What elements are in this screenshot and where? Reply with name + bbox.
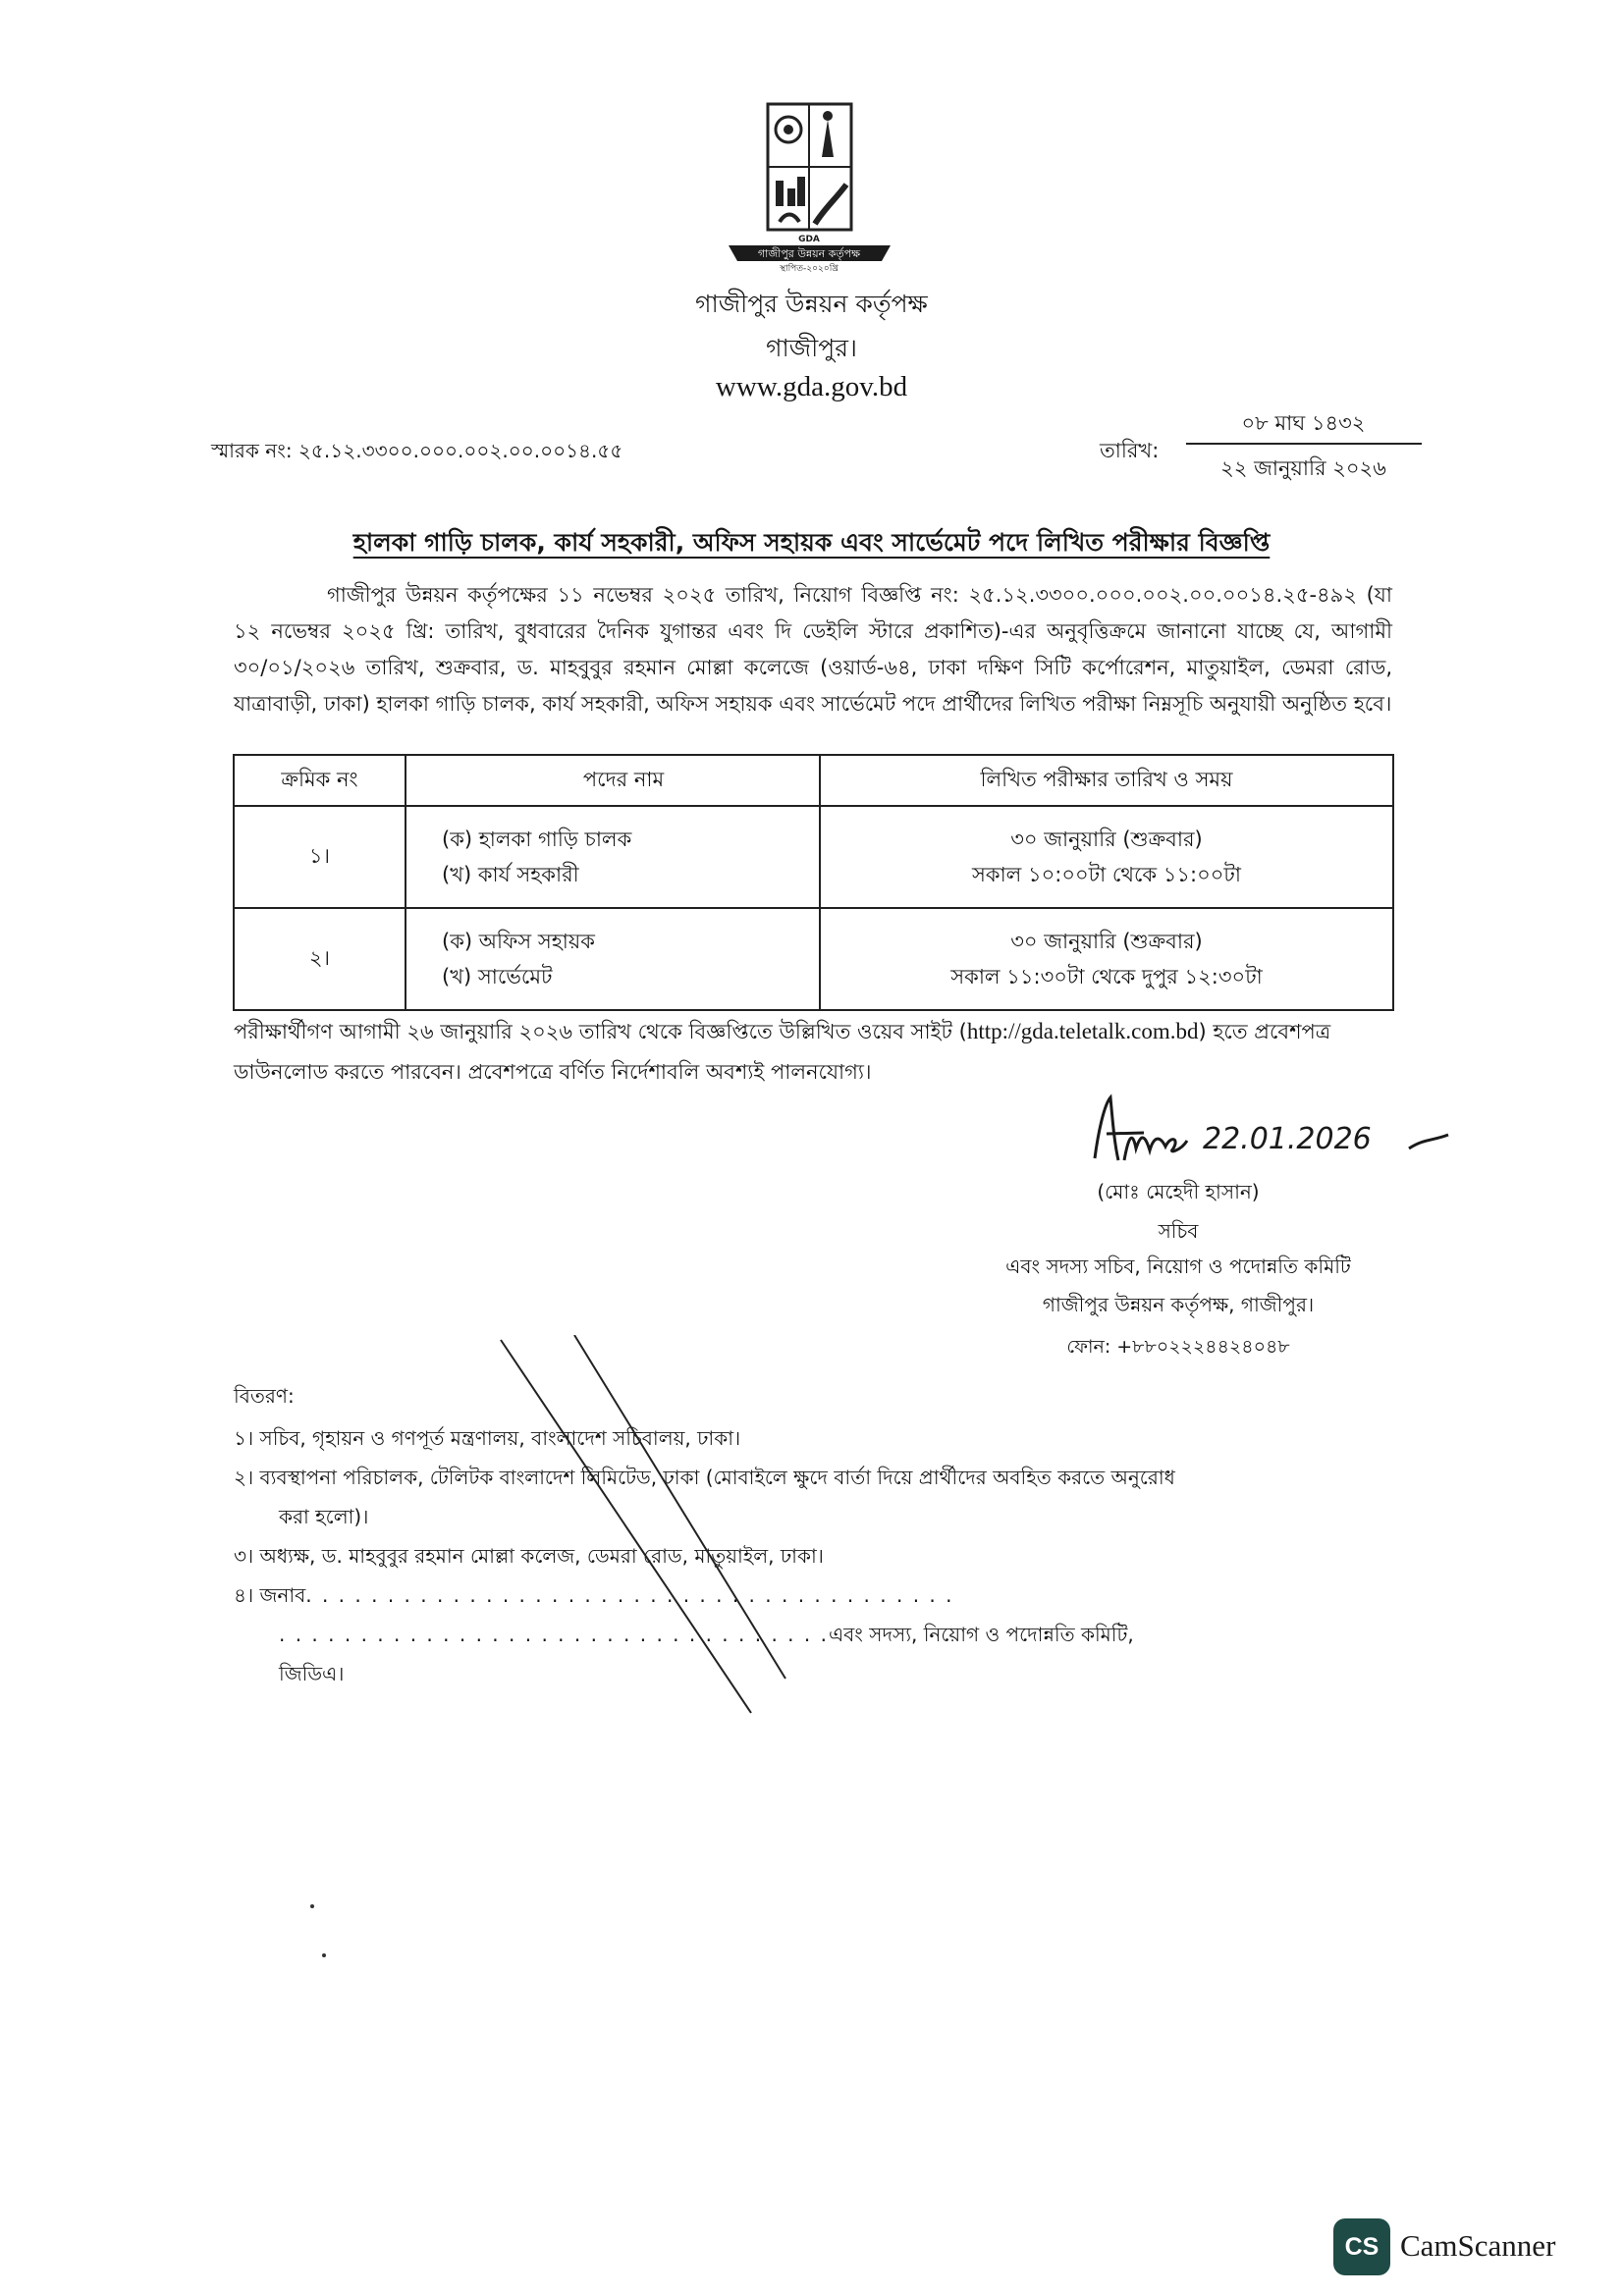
post-name: (ক) অফিস সহায়ক (442, 930, 595, 953)
row-exam-schedule (820, 908, 1393, 1010)
blank-line: . . . . . . . . . . . . . . . . . . . . . . . . . . . . . . . . . . (279, 1623, 829, 1646)
gda-logo (699, 98, 920, 275)
row-exam-schedule (820, 806, 1393, 908)
svg-text:গাজীপুর উন্নয়ন কর্তৃপক্ষ: গাজীপুর উন্নয়ন কর্তৃপক্ষ (757, 247, 861, 260)
signatory-name: (মোঃ মেহেদী হাসান) (1097, 1180, 1260, 1203)
post-name: (খ) সার্ভেমেট (442, 965, 553, 988)
date-divider (1186, 443, 1422, 445)
signatory-phone: ফোন: +৮৮০২২২৪৪২৪০৪৮ (1066, 1336, 1290, 1358)
signatory-title: সচিব (1158, 1219, 1199, 1243)
exam-schedule-table (233, 754, 1394, 1011)
handwritten-signature (1085, 1090, 1458, 1173)
organization-name: গাজীপুর উন্নয়ন কর্তৃপক্ষ (695, 290, 928, 318)
table-header-row (234, 755, 1393, 806)
notice-body-text: গাজীপুর উন্নয়ন কর্তৃপক্ষের ১১ নভেম্বর ২০২৫ তারিখ, নিয়োগ বিজ্ঞপ্তি নং: ২৫.১২.৩৩০০.০০০.০০২.০০.০০১৪.২৫-৪৯২ (যা ১২ নভেম্বর ২০২৫ খ্রি: তারিখ, বুধবারের দৈনিক যুগান্তর এবং দি ডেইলি স্টারে প্রকাশিত)-এর অনুবৃত্তিক্রমে জানানো যাচ্ছে যে, আগামী ৩০/০১/২০২৬ তারিখ, শুক্রবার, ড. মাহবুবুর রহমান মোল্লা কলেজে (ওয়ার্ড-৬৪, ঢাকা দক্ষিণ সিটি কর্পোরেশন, মাতুয়াইল, ডেমরা রোড, যাত্রাবাড়ী, ঢাকা) হালকা গাড়ি চালক, কার্য সহকারী, অফিস সহায়ক এবং সার্ভেমেট পদে প্রার্থীদের লিখিত পরীক্ষা নিম্নসূচি অনুযায়ী অনুষ্ঠিত হবে। (234, 583, 1392, 716)
list-item: ২। ব্যবস্থাপনা পরিচালক, টেলিটক বাংলাদেশ লিমিটেড, ঢাকা (মোবাইলে ক্ষুদে বার্তা দিয়ে প্রার্থীদের অবহিত করতে অনুরোধ (234, 1466, 1175, 1489)
table-row (234, 908, 1393, 1010)
notice-subject (0, 523, 1623, 565)
memo-number: স্মারক নং: ২৫.১২.৩৩০০.০০০.০০২.০০.০০১৪.৫৫ (211, 439, 623, 462)
signatory-role: এবং সদস্য সচিব, নিয়োগ ও পদোন্নতি কমিটি (1005, 1255, 1351, 1278)
header-serial: ক্রমিক নং (234, 755, 406, 806)
row-serial: ২। (234, 908, 406, 1010)
signatory-organization: গাজীপুর উন্নয়ন কর্তৃপক্ষ, গাজীপুর। (1042, 1293, 1315, 1316)
date-label: তারিখ: (1100, 439, 1160, 462)
exam-date: ৩০ জানুয়ারি (শুক্রবার) (1010, 930, 1203, 953)
list-item: ১। সচিব, গৃহায়ন ও গণপূর্ত মন্ত্রণালয়, বাংলাদেশ সচিবালয়, ঢাকা। (234, 1426, 741, 1450)
exam-date: ৩০ জানুয়ারি (শুক্রবার) (1010, 828, 1203, 851)
row-posts (406, 908, 820, 1010)
svg-text:স্থাপিত-২০২০খ্রি: স্থাপিত-২০২০খ্রি (780, 264, 839, 274)
date-gregorian: ২২ জানুয়ারি ২০২৬ (1220, 456, 1386, 480)
date-bangla-calendar: ০৮ মাঘ ১৪৩২ (1241, 411, 1366, 435)
svg-text:22.01.2026: 22.01.2026 (1203, 1122, 1372, 1156)
distribution-title: বিতরণ: (234, 1384, 295, 1408)
exam-time: সকাল ১১:৩০টা থেকে দুপুর ১২:৩০টা (950, 965, 1263, 988)
header-post-name: পদের নাম (406, 755, 820, 806)
svg-text:GDA: GDA (798, 235, 820, 244)
teletalk-link[interactable]: http://gda.teletalk.com.bd (966, 1019, 1199, 1043)
camscanner-logo: CS (1333, 2218, 1390, 2275)
camscanner-label: CamScanner (1400, 2228, 1556, 2263)
header-exam-date-time: লিখিত পরীক্ষার তারিখ ও সময় (820, 755, 1393, 806)
row-posts (406, 806, 820, 908)
post-name: (খ) কার্য সহকারী (442, 863, 579, 886)
scan-speck (322, 1953, 326, 1957)
exam-time: সকাল ১০:০০টা থেকে ১১:০০টা (972, 863, 1241, 886)
organization-website[interactable]: www.gda.gov.bd (715, 371, 908, 402)
post-name: (ক) হালকা গাড়ি চালক (442, 828, 632, 851)
admit-card-notice (234, 1011, 1402, 1093)
row-serial: ১। (234, 806, 406, 908)
table-row (234, 806, 1393, 908)
organization-city: গাজীপুর। (766, 334, 857, 362)
notice-text-after: ) হতে প্রবেশপত্র ডাউনলোড করতে পারবেন। প্রবেশপত্রে বর্ণিত নির্দেশাবলি অবশ্যই পালনযোগ্য। (234, 1020, 1331, 1084)
list-item-continuation: করা হলো)। (279, 1505, 369, 1528)
blank-line: . . . . . . . . . . . . . . . . . . . . . . . . . . . . . . . . . . . . . . . . (305, 1583, 954, 1607)
notice-text-before: পরীক্ষার্থীগণ আগামী ২৬ জানুয়ারি ২০২৬ তারিখ থেকে বিজ্ঞপ্তিতে উল্লিখিত ওয়েব সাইট ( (234, 1020, 967, 1043)
pen-strike-lines (491, 1335, 805, 1728)
addressee-label: ৪। জনাব (234, 1583, 306, 1607)
list-item: ৩। অধ্যক্ষ, ড. মাহবুবুর রহমান মোল্লা কলেজ, ডেমরা রোড, মাতুয়াইল, ঢাকা। (234, 1544, 824, 1568)
notice-body (234, 577, 1392, 722)
addressee-role: এবং সদস্য, নিয়োগ ও পদোন্নতি কমিটি, জিডিএ। (279, 1623, 1134, 1685)
notice-subject-text: হালকা গাড়ি চালক, কার্য সহকারী, অফিস সহায়ক এবং সার্ভেমেট পদে লিখিত পরীক্ষার বিজ্ঞপ্তি (352, 528, 1271, 557)
scan-speck (310, 1904, 314, 1908)
